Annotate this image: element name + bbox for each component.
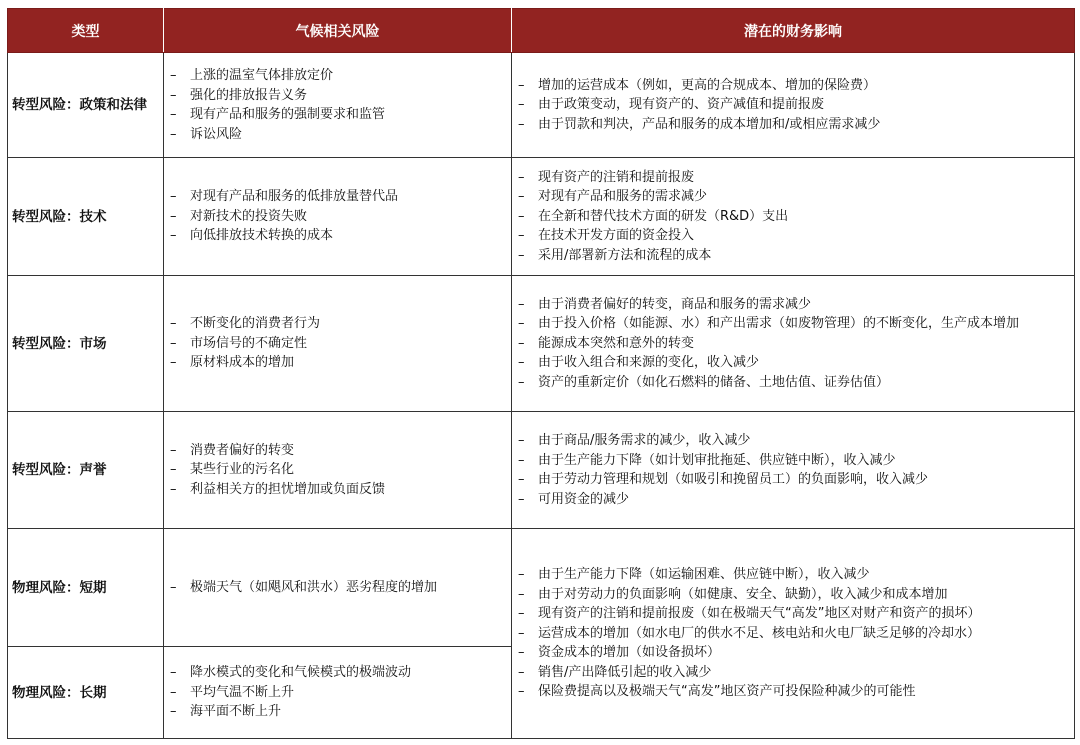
risk-list-cell <box>164 276 512 412</box>
risk-list-cell <box>164 158 512 276</box>
risk-list <box>170 187 505 246</box>
impact-list-cell <box>512 529 1075 739</box>
list-item: – 利益相关方的担忧增加或负面反馈 <box>170 481 386 497</box>
list-item: – 由于投入价格（如能源、水）和产出需求（如废物管理）的不断变化，生产成本增加 <box>518 316 1020 332</box>
list-item: – 由于罚款和判决，产品和服务的成本增加和/或相应需求减少 <box>518 116 881 132</box>
table-row <box>8 53 1075 158</box>
list-item: – 可用资金的减少 <box>518 491 630 507</box>
risk-list-cell <box>164 647 512 739</box>
list-item: – 极端天气（如飓风和洪水）恶劣程度的增加 <box>170 579 438 595</box>
risk-type: 转型风险：技术 <box>8 158 164 276</box>
risk-type: 转型风险：市场 <box>8 276 164 412</box>
impact-list <box>518 168 1068 266</box>
list-item: – 对现有产品和服务的需求减少 <box>518 189 708 205</box>
list-item: – 平均气温不断上升 <box>170 684 295 700</box>
list-item: – 由于政策变动，现有资产的、资产减值和提前报废 <box>518 97 825 113</box>
impact-list-cell <box>512 158 1075 276</box>
climate-risk-table <box>7 8 1075 739</box>
list-item: – 现有资产的注销和提前报废（如在极端天气“高发”地区对财产和资产的损坏） <box>518 606 981 622</box>
list-item: – 由于生产能力下降（如计划审批拖延、供应链中断），收入减少 <box>518 452 896 468</box>
risk-list <box>170 578 505 598</box>
risk-list-cell <box>164 412 512 529</box>
list-item: – 在全新和替代技术方面的研发（R&D）支出 <box>518 208 789 224</box>
risk-list <box>170 314 505 373</box>
list-item: – 销售/产出降低引起的收入减少 <box>518 664 712 680</box>
impact-list-cell <box>512 53 1075 158</box>
list-item: – 运营成本的增加（如水电厂的供水不足、核电站和火电厂缺乏足够的冷却水） <box>518 625 981 641</box>
list-item: – 强化的排放报告义务 <box>170 87 308 103</box>
list-item: – 向低排放技术转换的成本 <box>170 228 334 244</box>
table-row <box>8 529 1075 647</box>
table-row <box>8 412 1075 529</box>
list-item: – 不断变化的消费者行为 <box>170 316 321 332</box>
table-row <box>8 158 1075 276</box>
header-climate-risk: 气候相关风险 <box>164 9 512 53</box>
list-item: – 降水模式的变化和气候模式的极端波动 <box>170 665 412 681</box>
impact-list <box>518 295 1068 393</box>
header-financial-impact: 潜在的财务影响 <box>512 9 1075 53</box>
list-item: – 由于生产能力下降（如运输困难、供应链中断），收入减少 <box>518 567 870 583</box>
risk-list-cell <box>164 529 512 647</box>
list-item: – 市场信号的不确定性 <box>170 335 308 351</box>
impact-list-cell <box>512 412 1075 529</box>
header-type: 类型 <box>8 9 164 53</box>
impact-list-cell <box>512 276 1075 412</box>
risk-type: 物理风险：短期 <box>8 529 164 647</box>
list-item: – 在技术开发方面的资金投入 <box>518 228 695 244</box>
list-item: – 增加的运营成本（例如，更高的合规成本、增加的保险费） <box>518 77 877 93</box>
list-item: – 对新技术的投资失败 <box>170 208 308 224</box>
list-item: – 保险费提高以及极端天气“高发”地区资产可投保险种减少的可能性 <box>518 684 916 700</box>
list-item: – 由于劳动力管理和规划（如吸引和挽留员工）的负面影响，收入减少 <box>518 472 929 487</box>
list-item: – 由于消费者偏好的转变，商品和服务的需求减少 <box>518 296 812 312</box>
impact-list <box>518 565 1068 702</box>
list-item: – 现有产品和服务的强制要求和监管 <box>170 107 386 122</box>
list-item: – 由于对劳动力的负面影响（如健康、安全、缺勤），收入减少和成本增加 <box>518 586 948 602</box>
list-item: – 资产的重新定价（如化石燃料的储备、土地估值、证券估值） <box>518 374 890 390</box>
list-item: – 由于收入组合和来源的变化，收入减少 <box>518 355 760 371</box>
table-header-row <box>8 9 1075 53</box>
list-item: – 资金成本的增加（如设备损坏） <box>518 645 721 661</box>
list-item: – 由于商品/服务需求的减少，收入减少 <box>518 433 751 448</box>
risk-type: 物理风险：长期 <box>8 647 164 739</box>
risk-list-cell <box>164 53 512 158</box>
list-item: – 采用/部署新方法和流程的成本 <box>518 247 712 263</box>
list-item: – 原材料成本的增加 <box>170 355 295 371</box>
risk-type: 转型风险：声誉 <box>8 412 164 529</box>
list-item: – 能源成本突然和意外的转变 <box>518 335 695 351</box>
impact-list <box>518 76 1068 135</box>
risk-list <box>170 66 505 144</box>
list-item: – 某些行业的污名化 <box>170 462 295 478</box>
list-item: – 消费者偏好的转变 <box>170 442 295 458</box>
list-item: – 现有资产的注销和提前报废 <box>518 169 695 185</box>
risk-list <box>170 663 505 722</box>
list-item: – 对现有产品和服务的低排放量替代品 <box>170 189 399 205</box>
risk-type: 转型风险：政策和法律 <box>8 53 164 158</box>
risk-list <box>170 441 505 500</box>
climate-risk-table-container <box>7 8 1074 739</box>
list-item: – 海平面不断上升 <box>170 704 282 720</box>
list-item: – 诉讼风险 <box>170 126 243 142</box>
impact-list <box>518 431 1068 509</box>
table-row <box>8 276 1075 412</box>
list-item: – 上涨的温室气体排放定价 <box>170 68 334 83</box>
